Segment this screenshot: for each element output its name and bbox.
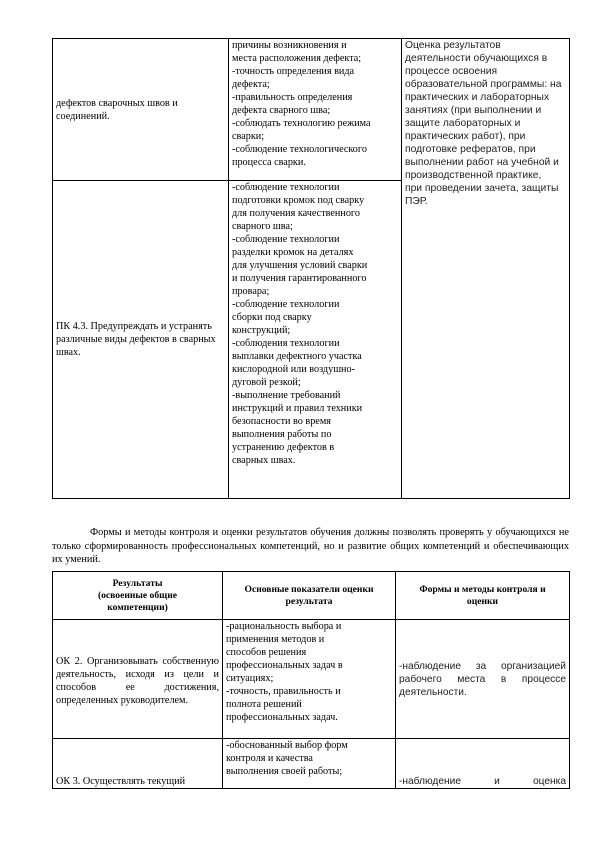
column-header-indicators: Основные показатели оценки результата <box>223 572 396 620</box>
indicators-cell <box>223 739 396 789</box>
competence-table-professional <box>52 38 570 499</box>
body-paragraph: Формы и методы контроля и оценки результатов обучения должны позволять проверять у обучающихся не только сформированность профессиональных компетенций, но и развитие общих компетенций и обеспечивающих их умений. <box>52 527 569 566</box>
methods-text: -наблюдение и оценка <box>399 776 566 787</box>
indicators-cell <box>223 620 396 739</box>
methods-text: Оценка результатов деятельности обучающихся в процессе освоения образовательной программы: на практических и лабораторных занятиях (при выполнении и защите лабораторных и практических работ), при подготовке рефератов, при выполнении работ на учебной и производственной практике, при проведении зачета, защиты ПЭР. <box>405 40 562 207</box>
competence-text: дефектов сварочных швов и соединений. <box>56 97 178 122</box>
indicators-cell <box>229 39 402 181</box>
table-row <box>53 620 570 739</box>
methods-text: -наблюдение за организацией рабочего места в процессе деятельности. <box>399 660 566 698</box>
methods-cell <box>396 620 570 739</box>
indicators-cell <box>229 181 402 499</box>
table-row <box>53 739 570 789</box>
table-row <box>53 39 570 181</box>
column-header-methods: Формы и методы контроля и оценки <box>396 572 570 620</box>
competence-cell <box>53 181 229 499</box>
competence-cell <box>53 620 223 739</box>
competence-cell <box>53 39 229 181</box>
indicators-text: -рациональность выбора и применения методов и способов решения профессиональных задач в ситуациях; -точность, правильность и полнота решений профессиональных задач. <box>226 621 343 723</box>
indicators-text: причины возникновения и места расположения дефекта; -точность определения вида дефекта; -правильность определения дефекта сварного шва; -соблюдать технологию режима сварки; -соблюдение технологического процесса сварки. <box>232 40 371 168</box>
table-header-row <box>53 572 570 620</box>
competence-cell <box>53 739 223 789</box>
column-header-results: Результаты (освоенные общие компетенции) <box>53 572 223 620</box>
competence-text: ПК 4.3. Предупреждать и устранять различные виды дефектов в сварных швах. <box>56 321 216 358</box>
methods-cell <box>396 739 570 789</box>
indicators-text: -соблюдение технологии подготовки кромок под сварку для получения качественного сварного шва; -соблюдение технологии разделки кромок на деталях для улучшения условий сварки и получения гарантированного провара; -соблюдение технологии сборки под сварку конструкций; -соблюдения технологии выплавки дефектного участка кислородной или воздушно- дуговой резкой; -выполнение требований инструкций и правил техники безопасности во время выполнения работы по устранению дефектов в сварных швах. <box>232 182 368 466</box>
competence-table-general <box>52 571 570 789</box>
competence-text: ОК 3. Осуществлять текущий <box>56 776 186 787</box>
methods-cell <box>402 39 570 499</box>
competence-text: ОК 2. Организовывать собственную деятельность, исходя из цели и способов ее достижения, определенных руководителем. <box>56 656 219 706</box>
indicators-text: -обоснованный выбор форм контроля и качества выполнения своей работы; <box>226 740 348 777</box>
